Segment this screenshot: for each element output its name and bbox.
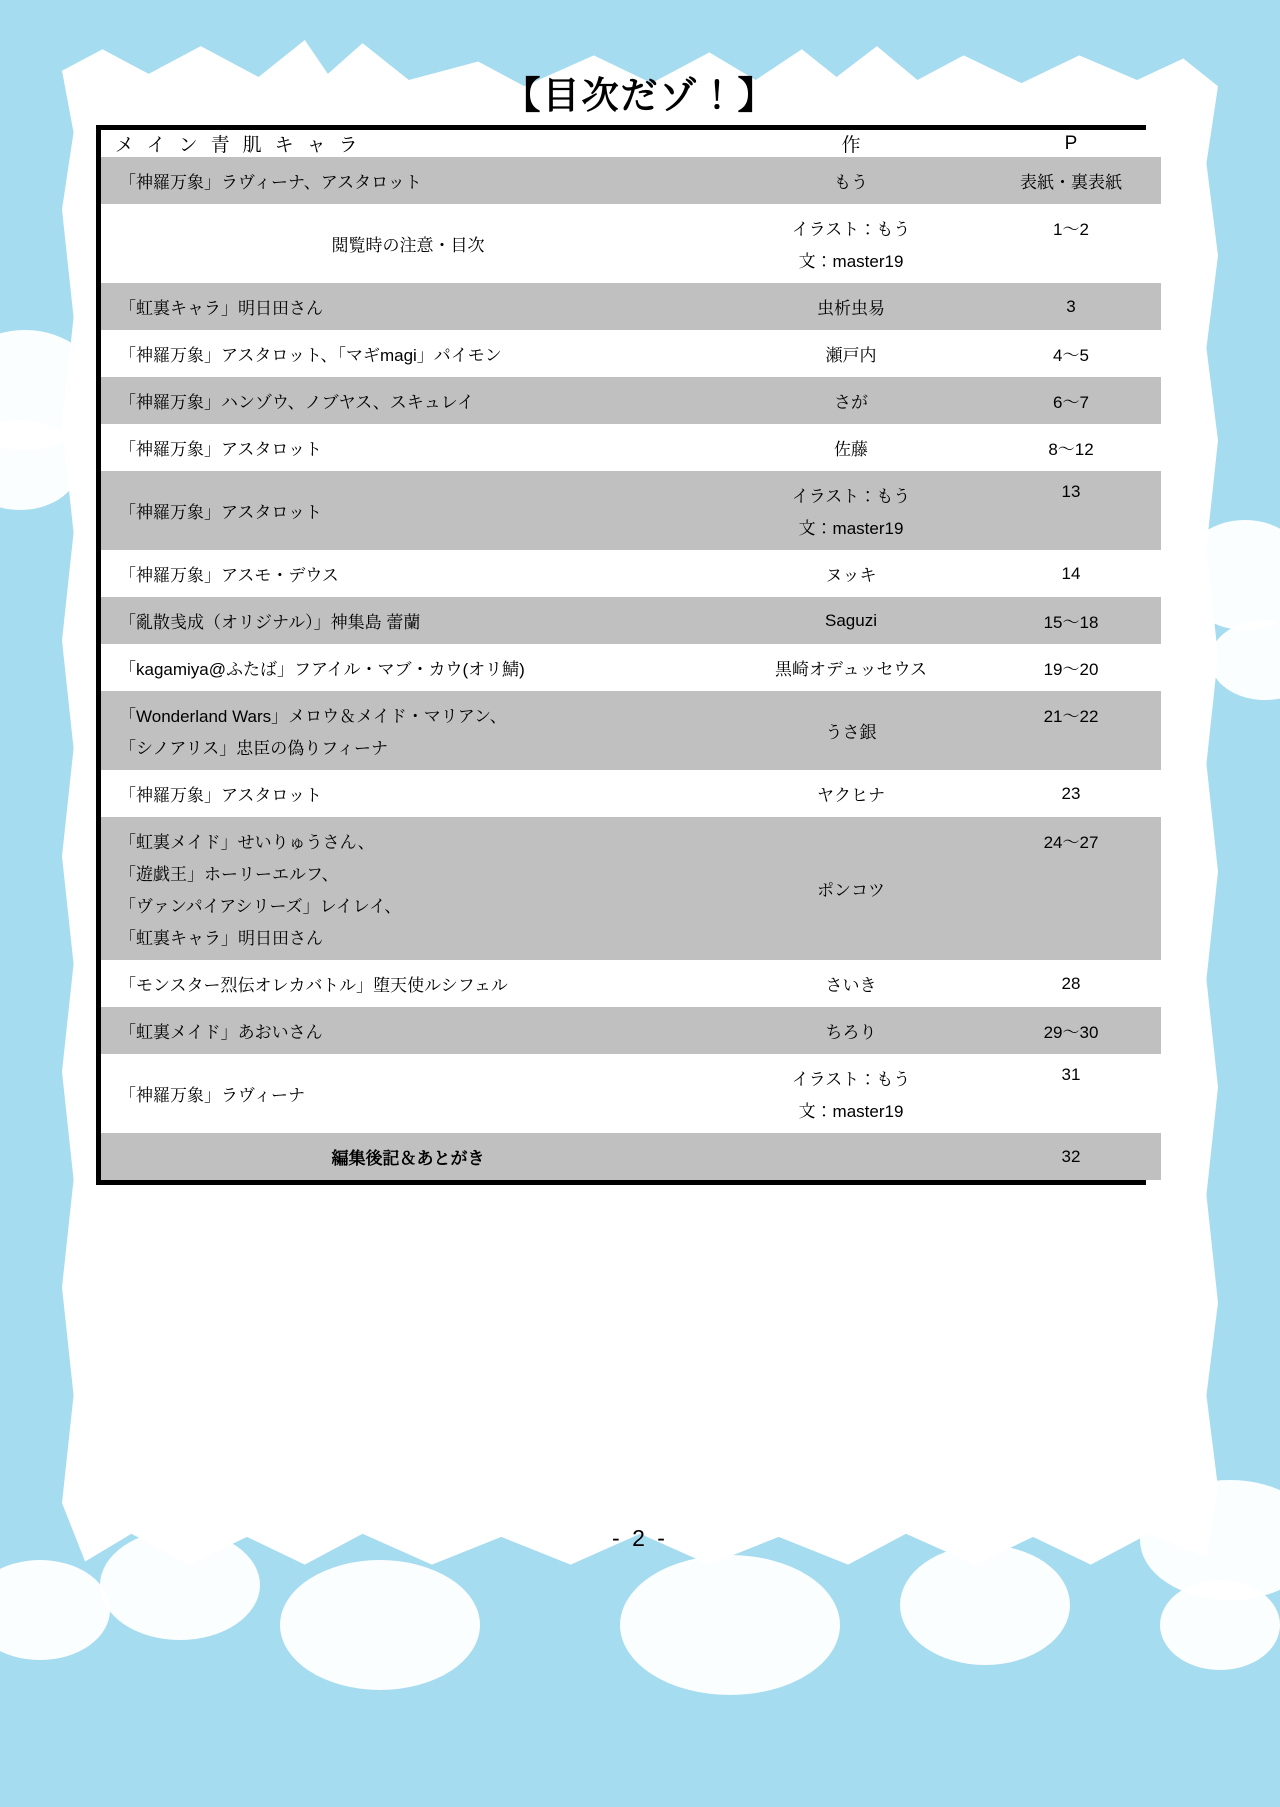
table-row — [101, 377, 1161, 424]
row-title — [101, 960, 721, 1007]
row-title — [101, 817, 721, 960]
row-page: 15〜18 — [981, 597, 1161, 644]
row-page: 32 — [981, 1133, 1161, 1180]
table-row — [101, 330, 1161, 377]
row-title-line: 「モンスター烈伝オレカバトル」堕天使ルシフェル — [119, 976, 508, 995]
row-author-line: 瀬戸内 — [825, 346, 877, 365]
row-title-line: 「神羅万象」ハンゾウ、ノブヤス、スキュレイ — [119, 393, 474, 412]
row-title-line: 「虹裏キャラ」明日田さん — [119, 929, 323, 948]
row-author-line: ポンコツ — [817, 881, 885, 900]
row-author-line: イラスト：もう — [791, 220, 911, 239]
page-number: - 2 - — [612, 1525, 668, 1551]
row-author — [721, 1054, 981, 1133]
row-page: 8〜12 — [981, 424, 1161, 471]
row-title-line: 「ヴァンパイアシリーズ」レイレイ、 — [119, 897, 402, 916]
table-row — [101, 1054, 1161, 1133]
row-title-line: 閲覧時の注意・目次 — [331, 236, 485, 255]
row-author — [721, 377, 981, 424]
row-author-line: 文：master19 — [798, 252, 904, 271]
row-author — [721, 817, 981, 960]
row-page: 13 — [981, 471, 1161, 550]
page-title: 【目次だゾ！】 — [503, 74, 777, 117]
table-row — [101, 597, 1161, 644]
row-page: 3 — [981, 283, 1161, 330]
row-title — [101, 1007, 721, 1054]
row-title — [101, 330, 721, 377]
row-author — [721, 424, 981, 471]
row-title-line: 「Wonderland Wars」メロウ＆メイド・マリアン、 — [119, 707, 507, 726]
table-row — [101, 1133, 1161, 1180]
row-author — [721, 157, 981, 204]
table-row — [101, 691, 1161, 770]
table-row — [101, 817, 1161, 960]
row-title-line: 編集後記＆あとがき — [331, 1149, 485, 1168]
row-page: 31 — [981, 1054, 1161, 1133]
row-title — [101, 424, 721, 471]
toc-table — [101, 130, 1161, 1180]
row-title-line: 「神羅万象」ラヴィーナ — [119, 1086, 305, 1105]
document-body — [62, 40, 1218, 1580]
row-page: 表紙・裏表紙 — [981, 157, 1161, 204]
row-title-line: 「虹裏キャラ」明日田さん — [119, 299, 323, 318]
header-cell-title: メイン青肌キャラ — [101, 130, 721, 157]
row-author — [721, 330, 981, 377]
row-page: 23 — [981, 770, 1161, 817]
table-row — [101, 1007, 1161, 1054]
row-author — [721, 644, 981, 691]
row-page: 14 — [981, 550, 1161, 597]
table-row — [101, 157, 1161, 204]
row-title-line: 「シノアリス」忠臣の偽りフィーナ — [119, 739, 388, 758]
row-author — [721, 471, 981, 550]
row-title-line: 「神羅万象」アスタロット — [119, 786, 322, 805]
row-title — [101, 377, 721, 424]
row-author — [721, 550, 981, 597]
row-title — [101, 597, 721, 644]
row-title — [101, 204, 721, 283]
header-cell-author: 作 — [721, 130, 981, 157]
row-title — [101, 770, 721, 817]
row-author — [721, 283, 981, 330]
row-author-line: さいき — [825, 976, 877, 995]
row-author-line: 佐藤 — [834, 440, 868, 459]
table-row — [101, 550, 1161, 597]
row-title-line: 「亂散㦮成（オリジナル）」神集島 蕾蘭 — [119, 613, 421, 632]
row-title-line: 「遊戯王」ホーリーエルフ、 — [119, 865, 339, 884]
row-author-line: ヌッキ — [825, 566, 877, 585]
row-page: 1〜2 — [981, 204, 1161, 283]
row-author-line: 文：master19 — [798, 519, 904, 538]
row-author — [721, 597, 981, 644]
row-author-line: ちろり — [825, 1023, 877, 1042]
row-author-line: イラスト：もう — [791, 487, 911, 506]
row-title — [101, 157, 721, 204]
row-author-line: イラスト：もう — [791, 1070, 911, 1089]
row-title-line: 「神羅万象」アスタロット — [119, 440, 322, 459]
row-author — [721, 770, 981, 817]
row-title-line: 「虹裏メイド」あおいさん — [119, 1023, 323, 1042]
cloud-decoration — [1160, 1580, 1280, 1670]
table-header-row — [101, 130, 1161, 157]
row-title — [101, 550, 721, 597]
table-row — [101, 644, 1161, 691]
row-title — [101, 283, 721, 330]
cloud-decoration — [1210, 620, 1280, 700]
table-row — [101, 283, 1161, 330]
row-author-line: 文：master19 — [798, 1102, 904, 1121]
header-cell-page: P — [981, 130, 1161, 157]
table-row — [101, 770, 1161, 817]
table-row — [101, 471, 1161, 550]
row-title-line: 「虹裏メイド」せいりゅうさん、 — [119, 833, 375, 852]
row-title — [101, 1133, 721, 1180]
row-author-line: 黒崎オデュッセウス — [775, 660, 927, 679]
row-page: 4〜5 — [981, 330, 1161, 377]
row-author-line: もう — [834, 173, 868, 192]
table-row — [101, 424, 1161, 471]
row-title — [101, 471, 721, 550]
row-author-line: 虫析虫易 — [817, 299, 885, 318]
row-title — [101, 1054, 721, 1133]
row-author — [721, 691, 981, 770]
row-page: 29〜30 — [981, 1007, 1161, 1054]
row-title-line: 「神羅万象」ラヴィーナ、アスタロット — [119, 173, 422, 192]
row-title-line: 「神羅万象」アスタロット、「マギmagi」パイモン — [119, 346, 502, 365]
table-row — [101, 960, 1161, 1007]
row-page: 24〜27 — [981, 817, 1161, 960]
row-author — [721, 1007, 981, 1054]
row-author — [721, 1133, 981, 1180]
row-page: 28 — [981, 960, 1161, 1007]
row-title — [101, 644, 721, 691]
table-of-contents — [96, 125, 1146, 1185]
row-title-line: 「kagamiya@ふたば」フアイル・マブ・カウ(オリ鯖) — [119, 660, 525, 679]
row-author — [721, 960, 981, 1007]
row-page: 19〜20 — [981, 644, 1161, 691]
row-author — [721, 204, 981, 283]
row-author-line: ヤクヒナ — [817, 786, 885, 805]
row-page: 6〜7 — [981, 377, 1161, 424]
row-author-line: Saguzi — [825, 610, 877, 630]
row-author-line: うさ銀 — [825, 723, 877, 742]
row-author-line: さが — [834, 393, 868, 412]
table-row — [101, 204, 1161, 283]
row-title-line: 「神羅万象」アスモ・デウス — [119, 566, 339, 585]
row-title-line: 「神羅万象」アスタロット — [119, 503, 322, 522]
row-title — [101, 691, 721, 770]
row-page: 21〜22 — [981, 691, 1161, 770]
